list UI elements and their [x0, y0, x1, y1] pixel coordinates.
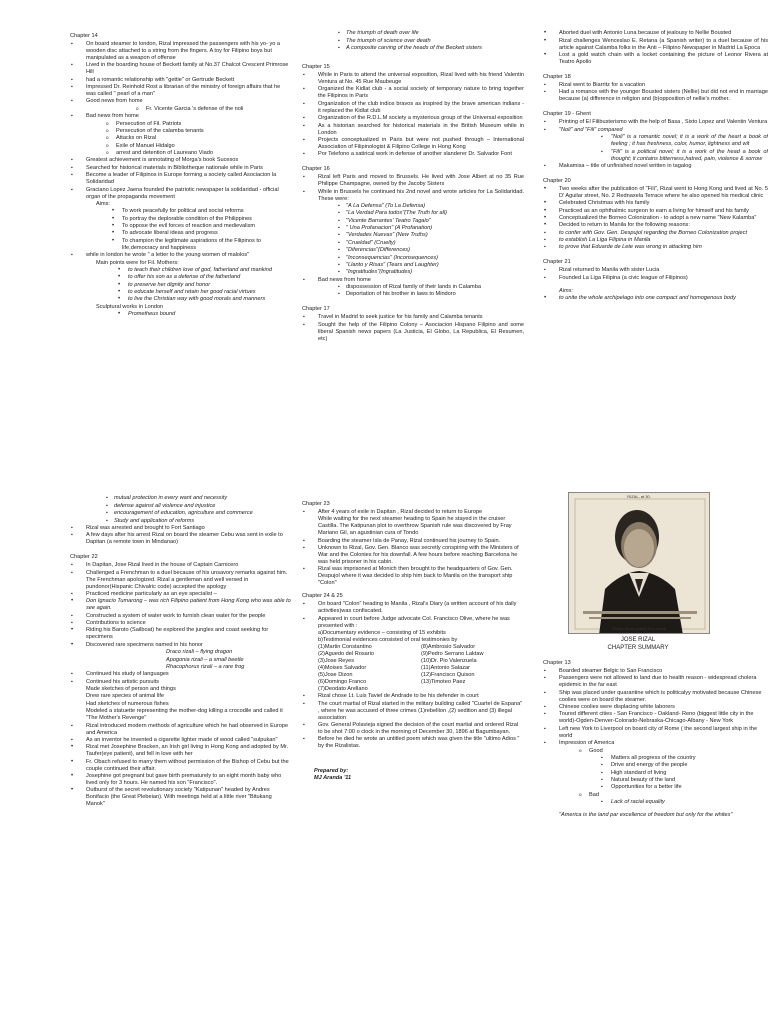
list-item: ▪ A few days after his arrest Rizal on board the steamer Cebu was sent in exile to Dapitan (a remote town in Mindanao)	[70, 532, 292, 546]
list-item: ▪ Rizal went to Biarritz for a vacation	[543, 82, 768, 89]
list-item: Modeled a statuette representing the mother-dog killing a crocodile and called it "The Mother's Revenge"	[86, 708, 283, 722]
column-1	[70, 33, 290, 319]
list-item: ▪ Practiced medicine particularly as an eye specialist –	[70, 591, 292, 598]
list-item: Draco rizali – flying dragon	[166, 649, 233, 656]
list-item: ▪ As a historian searched for historical materials in the British Museum while in London	[302, 123, 524, 137]
chapter-16-heading: Chapter 16	[302, 166, 330, 173]
list-item: ▪ After 4 years of exile in Dapitan , Rizal decided to return to Europe	[302, 509, 524, 516]
chapter-19-heading: Chapter 19 - Ghent	[543, 111, 591, 118]
list-item: ▪ "Noli" is a romantic novel; it is a work of the heart a book of feeling ; it has freshness, color, humor, lightness and wit	[543, 134, 768, 148]
list-item: ▪ Unknown to Rizal, Gov. Gen. Blanco was secretly conspiring with the Ministers of War and the Colonies for his downfall. A few hours before reaching Barcelona he was held prisoner in his cabin.	[302, 545, 524, 566]
list-item: ▪ while in london he wrote " a letter to the young women of malolos"	[70, 252, 290, 259]
chapter-18-heading: Chapter 18	[543, 74, 571, 81]
list-item: ▪ Opportunities for a better life	[543, 784, 768, 791]
list-item: • Rizal met Josephine Bracken, an Irish girl living in Hong Kong and adopted by Mr. Taufer(eye patient), and fell in love with her	[70, 744, 292, 758]
list-item: ▪ Drive and energy of the people	[543, 762, 768, 769]
list-item: ▪ Organization of the club indios bravos as inspired by the brave american indians - it replaced the Kidlat club	[302, 101, 524, 115]
list-item: ▪ As an inventor he invented a cigarette lighter made of wood called "sulpukan"	[70, 737, 292, 744]
witness-name: (1)Martin Constantino	[318, 644, 372, 651]
chapter-22-list	[70, 562, 292, 808]
witness-name: (4)Moises Salvador	[318, 665, 367, 671]
list-item: • To advocate liberal ideas and progress	[70, 230, 290, 237]
rizal-portrait	[568, 492, 710, 634]
list-item: ▪ Matters all progress of the country	[543, 755, 768, 762]
list-item: ▪ Constructed a system of water work to furnish clean water for the people	[70, 613, 292, 620]
chapter-23-list	[302, 509, 524, 587]
chapter-24-list	[302, 601, 524, 629]
chapter-22-heading: Chapter 22	[70, 554, 98, 561]
list-item: ▪ Gov. General Polavieja signed the decision of the court martial and ordered Rizal to be shot 7:00 o clock in the morning of December 30, 1896 at Bagumbayan.	[302, 722, 524, 736]
chapter-21-list	[543, 267, 768, 281]
list-item: o arrest and detention of Laureano Viado	[70, 150, 290, 157]
list-item: ▪ While in Paris to attend the universal exposition, Rizal lived with his friend Valentin Ventura at No. 45 Rue Maubeuge	[302, 72, 524, 86]
list-item: ▪ "Crueldad" (Cruelty)	[302, 240, 524, 247]
list-item: ▪ defense against all violence and injustice	[70, 503, 292, 510]
list-item: ▪ Rizal chose Lt. Luis Taviel de Andrade to be his defender in court	[302, 693, 524, 700]
witness-name: (11)Antonio Salazar	[421, 665, 471, 671]
list-item: ▪ Natural beauty of the land	[543, 777, 768, 784]
list-item: ▪ to confer with Gov. Gen. Despujol regarding the Borneo Colonization project	[543, 230, 768, 237]
evidence-a: a)Documentary evidence – consisting of 15 exhibits	[318, 630, 446, 637]
list-item: ▪ Study and application of reforms	[70, 518, 292, 525]
list-item: • Riding his Baroto (Sailboat) he explored the jungles and coast seeking for specimens	[70, 627, 292, 641]
list-item: ▪ "Fili" is a political novel; it is a work of the head a book of thought; it contains bitterness,hatred, pain, violence & sorrow	[543, 149, 768, 163]
list-item: ▪ Rizal left Paris and moved to Brussels. He lived with Jose Albert at no 35 Rue Philippe Champagne, owned by the Jacoby Sisters	[302, 174, 524, 188]
list-item: o Persecution of Fil. Patriots	[70, 121, 290, 128]
list-item: ▪ Por Telefono a satirical work in defense of another slanderer Dr. Salvador Font	[302, 151, 524, 158]
list-item: Had sketches of numerous fishes	[86, 700, 169, 707]
portrait-caption: RIZAL, at 30.	[627, 494, 651, 499]
list-item: ▪ had a romantic relationship with "gettie" or Gertrude Beckett	[70, 77, 290, 84]
list-item: • Don Ignacio Tumarong – was rich Filipino patient from Hong Kong who was able to see again.	[70, 598, 292, 612]
witness-name: (2)Aguedo del Rosario	[318, 651, 374, 658]
list-item: • Rizal challenges Wenceslao E. Retana (a Spanish writer) to a duel because of his article against Calamba folks in the Anti – Filipino Newspaper in Madrid La Epoca	[543, 38, 768, 52]
chapter-15-list	[302, 72, 524, 158]
liga-aim-1: • to unite the whole archipelago into one compact and homogenous body	[543, 295, 768, 302]
chapter-25-list	[302, 693, 524, 750]
chapter-14-sculptures-list	[302, 30, 524, 52]
chapter-18-list	[543, 82, 768, 103]
list-item: ▪ Appeared in court before Judge advocate Col. Francisco Olive, where he was presented with :	[302, 616, 524, 630]
list-item: ▪ to prove that Eduarde de Lete was wrong in attacking him	[543, 244, 768, 251]
list-item: ▪ Rizal introduced modern methods of agriculture which he had observed in Europe and America	[70, 723, 292, 737]
list-item: Apogonia rizali – a small beetle	[166, 656, 244, 663]
witness-name: (10)Dr. Pio Valenzuela	[421, 658, 477, 665]
column-2	[302, 30, 524, 343]
portrait-label: Cedula: Rizal's portrait from a book	[611, 626, 667, 631]
list-item: ▪ On board steamer to london, Rizal impressed the passengers with his yo- yo a wooden disc attached to a string from the fingers. A toy for Filipino boys but manipulated as a weapon of offense	[70, 41, 290, 62]
list-item: ▪ Organization of the R.D.L.M society a mysterious group of the Universal exposition	[302, 115, 524, 122]
witness-list	[302, 644, 524, 693]
column-4	[70, 495, 292, 809]
list-item: • To champion the legitimate aspirations of the Filipinos to life,democracy and happiness	[70, 238, 290, 252]
witness-name: (9)Pedro Serrano Laktaw	[421, 651, 484, 658]
list-item: ▪ Contributions to science	[70, 620, 292, 627]
list-item: ▪ Founded La Liga Filipina (a civic league of Filipinos)	[543, 275, 768, 282]
list-item: • to educate herself and retain her good racial virtues	[70, 289, 290, 296]
chapter-13-heading: Chapter 13	[543, 660, 571, 666]
witness-name: (7)Deodato Arellano	[318, 685, 368, 692]
list-item: ▪ Good news from home	[70, 98, 290, 105]
list-item: ▪ Bad news from home	[70, 113, 290, 120]
list-item: ▪ Impression of America	[543, 740, 768, 747]
list-item: ▪ In Dapitan, Jose Rizal lived in the house of Captain Carnicero	[70, 562, 292, 569]
list-item: • Practiced as an ophthalmic surgeon to earn a living for himself and his family	[543, 208, 768, 215]
list-item: • Discovered rare specimens named in his honor	[70, 642, 292, 649]
column-5	[302, 501, 524, 782]
list-item: • Decided to return to Manila for the following reasons:	[543, 222, 768, 229]
list-item: ▪ dispossession of Rizal family of their lands in Calamba	[302, 284, 524, 291]
list-item: ▪ Projects conceptualized in Paris but were not pushed through – International Association of Filipinologist & Filipino College in Hong Kong	[302, 137, 524, 151]
list-item: ▪ Lived in the boarding house of Beckett family at No.37 Chalcot Crescent Primrose Hill	[70, 62, 290, 76]
list-item: ▪ Continued his artistic pursuits	[70, 679, 292, 686]
list-item: ▪ encouragement of education, agriculture and commerce	[70, 510, 292, 517]
chapter-20-list	[543, 186, 768, 252]
list-item: ▪ Greatest achievement is annotating of Morga's book Sucesos	[70, 157, 290, 164]
column-3	[543, 30, 768, 303]
list-item: ▪ Graciano Lopez Jaena founded the patriotic newspaper la solidaridad - official organ of the propaganda movement	[70, 187, 290, 201]
list-item: o Exile of Manuel Hidalgo	[70, 143, 290, 150]
list-item: ▪ " Una Profanacion" (A Profanation)	[302, 225, 524, 232]
list-item: o Bad	[543, 792, 768, 799]
list-item: ▪ "Noli" and "Fili" compared	[543, 127, 768, 134]
list-item: o Fr. Vicente Garcia 's defense of the noli	[70, 106, 290, 113]
list-item: Sculptural works in London	[96, 303, 164, 310]
list-item: • Prometheus bound	[70, 311, 290, 318]
list-item: ▪ "Ingratitudes"(Ingratitudes)	[302, 269, 524, 276]
list-item: ▪ The triumph of death over life	[302, 30, 524, 37]
list-item: ▪ A composite carving of the heads of the Beckett sisters	[302, 45, 524, 52]
chapter-20-heading: Chapter 20	[543, 177, 571, 184]
list-item: • Two weeks after the publication of "Fili", Rizal went to Hong Kong and lived at No. 5 D' Aguilar street, No. 2 Rednaxela Terrace where he also opened his medical clinic	[543, 186, 768, 200]
witness-name: (8)Ambrosio Salvador	[421, 644, 476, 651]
list-item: • Josephine got pregnant but gave birth prematurely to an eight month baby who lived only for 3 hours. He named his son "Francisco".	[70, 773, 292, 787]
list-item: ▪ High standard of living	[543, 770, 768, 777]
list-item: Made sketches of person and things	[86, 686, 176, 693]
list-item: ▪ Lack of racial equality	[543, 799, 768, 806]
list-item: Rhacophorus rizali – a rare frog	[166, 663, 245, 670]
list-item: o Good	[543, 748, 768, 755]
list-item: ▪ Deportation of his brother in laws to Mindoro	[302, 291, 524, 298]
list-item: Drew rare species of animal life	[86, 693, 165, 700]
list-item: Main points were for Fil. Mothers:	[96, 259, 179, 266]
list-item: ▪ "Diferencias"(Differences)	[302, 247, 524, 254]
list-item: • Aborted duel with Antonio Luna because of jealousy to Nellie Bousted	[543, 30, 768, 37]
credit-author: MJ Aranda '11	[314, 775, 352, 782]
witness-name	[421, 686, 524, 693]
chapter-17-duels-list	[543, 30, 768, 66]
list-item: • to preserve her dignity and honor	[70, 282, 290, 289]
list-item: ▪ Searched for historical materials in Bibliotheque nationale while in Paris	[70, 165, 290, 172]
list-item: • to offer his son as a defense of the fatherland	[70, 274, 290, 281]
list-item: ▪ Left new York to Liverpool on board city of Rome ( the second largest ship in the world	[543, 726, 768, 740]
list-item: ▪ Sought the help of the Filipino Colony – Asociacion Hispano Filipino and some liberal Spanish news papers (La Justicia, El Globo, La Republica, El Resumen, etc)	[302, 322, 524, 343]
chapter-19-list	[543, 119, 768, 169]
witness-name: (5)Jose Dizon	[318, 671, 353, 678]
list-item: • To oppose the evil forces of reaction and medievalism	[70, 223, 290, 230]
list-item: ▪ Impressed Dr. Reinhold Rost a librarian of the ministry of foreign affairs that he was called " pearl of a man"	[70, 84, 290, 98]
list-item: ▪ mutual protection in every want and necessity	[70, 495, 292, 502]
chapter-16-list	[302, 174, 524, 298]
document-title: JOSE RIZAL	[620, 637, 656, 643]
evidence-b: b)Testimonial evidences consisted of oral testimonies by	[318, 637, 458, 644]
chapter-21-heading: Chapter 21	[543, 259, 571, 266]
list-item: ▪ Rizal was arrested and brought to Fort Santiago	[70, 525, 292, 532]
list-item: ▪ Printing of El Filibusterismo with the help of Basa , Sixto Lopez and Valentin Ventura	[543, 119, 768, 126]
witness-name: (13)Timoteo Paez	[421, 678, 466, 685]
list-item: ▪ "A La Defensa" (To La Defensa)	[302, 203, 524, 210]
list-item: • Fr. Obach refused to marry them without permission of the Bishop of Cebu but the couple continued their affair.	[70, 759, 292, 773]
list-item: While waiting for the next steamer heading to Spain he stayed in the cruiser Castilla. The Katipunan plot to overthrow Spanish rule was discovered by Fray Mariano Gil, an agustinian cura of Tondo	[318, 516, 512, 537]
list-item: ▪ Challenged a Frenchman to a duel because of his unsavory remarks against him. The Frenchman apologized. Rizal a gentleman and well versed in pundonor(Hispanic Chivalric code) accepted the apology	[70, 570, 292, 591]
chapter-17-list	[302, 314, 524, 342]
list-item: ▪ Makamisa – title of unfinished novel written in tagalog	[543, 163, 768, 170]
list-item: ▪ Chinese coolies were displacing white laborers	[543, 704, 768, 711]
list-item: ▪ Had a romance with the younger Bousted sisters (Nellie) but did not end in marriage because (a) difference in religion and (b)opposition of nellie's mother.	[543, 89, 768, 103]
list-item: ▪ The triumph of science over death	[302, 38, 524, 45]
chapter-13-list	[543, 668, 768, 806]
chapter-15-heading: Chapter 15	[302, 64, 330, 71]
list-item: ▪ On board "Colon" heading to Manila , Rizal's Diary (a written account of his daily activities)was confiscated.	[302, 601, 524, 615]
liga-aims-label: Aims:	[559, 287, 573, 294]
list-item: ▪ "La Verdad Para todos"(The Truth for all)	[302, 210, 524, 217]
list-item: ▪ Organized the Kidlat club - a social society of temporary nature to bring together the Filipinos in Paris	[302, 86, 524, 100]
list-item: ▪ Before he died he wrote an untitled poem which was given the title "ultimo Adios " by the Rizalistas.	[302, 736, 524, 750]
america-quote: "America is the land par excellence of freedom but only for the whites"	[559, 812, 733, 819]
list-item: • Conceptualized the Borneo Colonization - to adopt a new name "New Kalamba"	[543, 215, 768, 222]
chapter-14-heading: Chapter 14	[70, 33, 98, 39]
list-item: ▪ Boarded steamer Belgic to San Francisco	[543, 668, 768, 675]
chapter-17-heading: Chapter 17	[302, 306, 330, 313]
list-item: ▪ Bad news from home	[302, 277, 524, 284]
list-item: Aims:	[96, 200, 110, 207]
list-item: • To work peacefully for political and social reforms	[70, 208, 290, 215]
chapter-24-25-heading: Chapter 24 & 25	[302, 593, 343, 600]
list-item: ▪ Rizal was imprisoned at Monich then brought to the headquarters of Gov. Gen. Despujol where it was decided to ship him back to Manila on the transport ship "Colon"	[302, 566, 524, 587]
list-item: ▪ Passengers were not allowed to land due to health reason - widespread cholera epidemic in the far east	[543, 675, 768, 689]
list-item: ▪ to establish La Liga Filipina in Manila	[543, 237, 768, 244]
list-item: ▪ Continued his study of languages	[70, 671, 292, 678]
column-6	[543, 492, 768, 819]
chapter-23-heading: Chapter 23	[302, 501, 330, 507]
list-item: • Celebrated Christmas with his family	[543, 200, 768, 207]
list-item: ▪ Become a leader of Filipinos in Europe forming a society called Asociacion la Solidaridad	[70, 172, 290, 186]
witness-name: (12)Francisco Quison	[421, 671, 475, 678]
list-item: ▪ Travel in Madrid to seek justice for his family and Calamba tenants	[302, 314, 524, 321]
list-item: • Outburst of the secret revolutionary society "Katipunan" headed by Andres Bonifacio (the Great Plebeian). With meetings held at a little river "Bitukang Manok"	[70, 787, 292, 808]
list-item: ▪ Rizal returned to Manila with sister Lucia	[543, 267, 768, 274]
list-item: • to teach their children love of god, fatherland and mankind	[70, 267, 290, 274]
list-item: o Attacks on Rizal	[70, 135, 290, 142]
list-item: • To portray the deplorable condition of the Philippines	[70, 216, 290, 223]
list-item: ▪ "Inconsequencias" (Inconsequences)	[302, 255, 524, 262]
list-item: ▪ "Vicente Barrantes' Teatro Tagalo"	[302, 218, 524, 225]
list-item: ▪ While in Brussels he continued his 2nd novel and wrote articles for La Solidaridad. These were:	[302, 189, 524, 203]
list-item: ▪ "Verdades Nuevas" (New Truths)	[302, 232, 524, 239]
liga-aims-list	[70, 495, 292, 546]
credit-prepared-by: Prepared by:	[314, 768, 349, 775]
list-item: o Persecution of the calamba tenants	[70, 128, 290, 135]
list-item: • Lost a gold watch chain with a locket containing the picture of Leonor Rivera at Teatro Apollo	[543, 52, 768, 66]
list-item: ▪ "Llanto y Risas" (Tears and Laughter)	[302, 262, 524, 269]
list-item: • to live the Christian way with good morals and manners	[70, 296, 290, 303]
chapter-14-list	[70, 41, 290, 318]
document-subtitle: CHAPTER SUMMARY	[607, 644, 669, 651]
witness-name: (3)Jose Reyes	[318, 658, 355, 665]
list-item: ▪ The court martial of Rizal started in the military building called "Cuartel de Espana" , where he was accused of three crimes (1)rebellion ,(2) sedition and (3) illegal association	[302, 701, 524, 722]
list-item: ▪ Ship was placed under quarantine which is politicalyy motivated because Chinese coolies were on board the steamer.	[543, 690, 768, 704]
list-item: ▪ Boarding the steamer Isla de Panay, Rizal continued his journey to Spain.	[302, 538, 524, 545]
witness-name: (6)Domingo Franco	[318, 678, 367, 685]
list-item: ▪ Toured different cities - San Francisco - Oakland- Reno (biggest little city in the world)-Ogden-Denver-Colorado-Nebraska-Chicago-Albany - New York	[543, 711, 768, 725]
